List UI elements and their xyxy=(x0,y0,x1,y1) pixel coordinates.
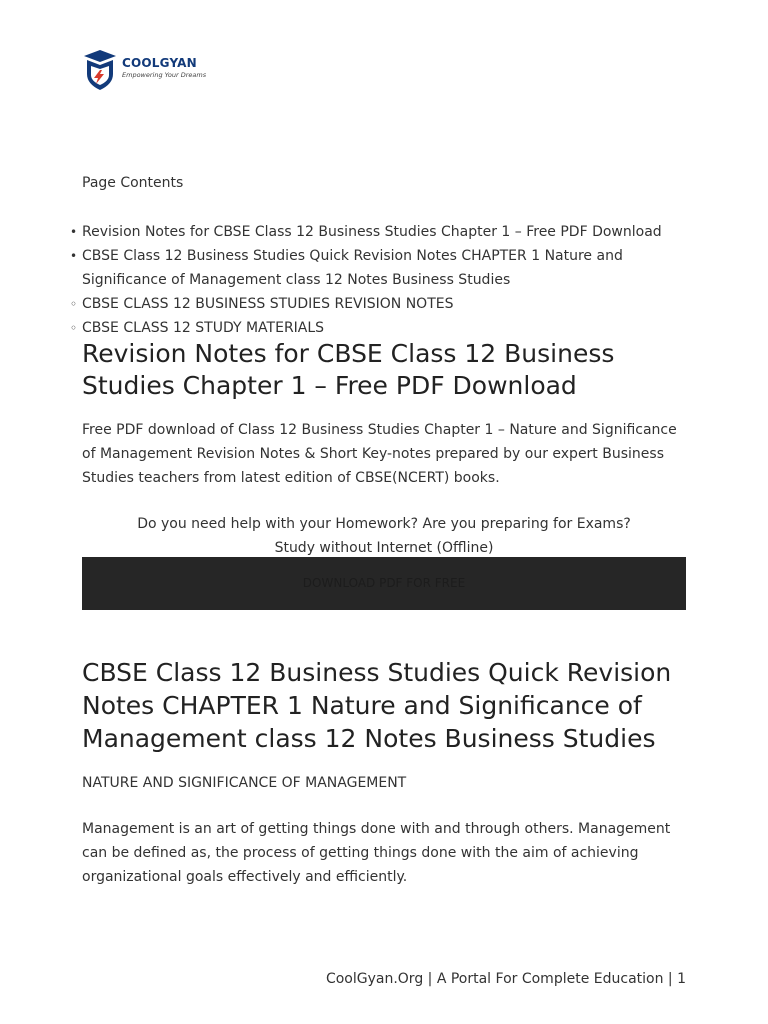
toc-item[interactable] xyxy=(70,316,690,340)
toc-item-link[interactable]: CBSE Class 12 Business Studies Quick Revision Notes CHAPTER 1 Nature and Significance of Management class 12 Notes Business Studies xyxy=(82,248,623,288)
logo-title: COOLGYAN xyxy=(122,56,197,70)
hollow-bullet-icon: ◦ xyxy=(70,321,78,335)
page-footer: CoolGyan.Org | A Portal For Complete Education | 1 xyxy=(325,971,686,987)
help-offline-note: Study without Internet (Offline) xyxy=(274,540,494,556)
hollow-bullet-icon: ◦ xyxy=(70,297,78,311)
logo-tagline: Empowering Your Dreams xyxy=(122,71,207,79)
toc-item[interactable] xyxy=(70,244,690,292)
toc-item[interactable] xyxy=(70,220,690,244)
help-question: Do you need help with your Homework? Are you preparing for Exams? xyxy=(137,516,631,532)
intro-paragraph: Free PDF download of Class 12 Business Studies Chapter 1 – Nature and Significance of Management Revision Notes & Short Key-notes prepared by our expert Business Studies teachers from latest edition of CBSE(NCERT) books. xyxy=(82,422,677,486)
bullet-icon: • xyxy=(70,225,78,239)
toc-item-link[interactable]: CBSE CLASS 12 BUSINESS STUDIES REVISION NOTES xyxy=(82,296,454,312)
table-of-contents xyxy=(70,220,690,340)
logo-wordmark xyxy=(122,56,206,79)
management-definition: Management is an art of getting things done with and through others. Management can be defined as, the process of getting things done with the aim of achieving organizational goals effectively and efficiently. xyxy=(82,821,671,885)
graduation-shield-icon xyxy=(82,48,118,92)
download-pdf-button[interactable]: DOWNLOAD PDF FOR FREE xyxy=(82,557,686,610)
subheading-nature-significance: NATURE AND SIGNIFICANCE OF MANAGEMENT xyxy=(82,775,407,791)
bullet-icon: • xyxy=(70,249,78,263)
section-heading-revision-notes: Revision Notes for CBSE Class 12 Business Studies Chapter 1 – Free PDF Download xyxy=(82,339,615,400)
help-prompt xyxy=(82,512,686,560)
toc-item-link[interactable]: Revision Notes for CBSE Class 12 Business Studies Chapter 1 – Free PDF Download xyxy=(82,224,662,240)
coolgyan-logo[interactable] xyxy=(82,46,212,94)
page-contents-label: Page Contents xyxy=(82,175,184,191)
toc-item[interactable] xyxy=(70,292,690,316)
section-heading-quick-revision: CBSE Class 12 Business Studies Quick Revision Notes CHAPTER 1 Nature and Significance of Management class 12 Notes Business Studies xyxy=(82,658,672,753)
toc-item-link[interactable]: CBSE CLASS 12 STUDY MATERIALS xyxy=(82,320,325,336)
